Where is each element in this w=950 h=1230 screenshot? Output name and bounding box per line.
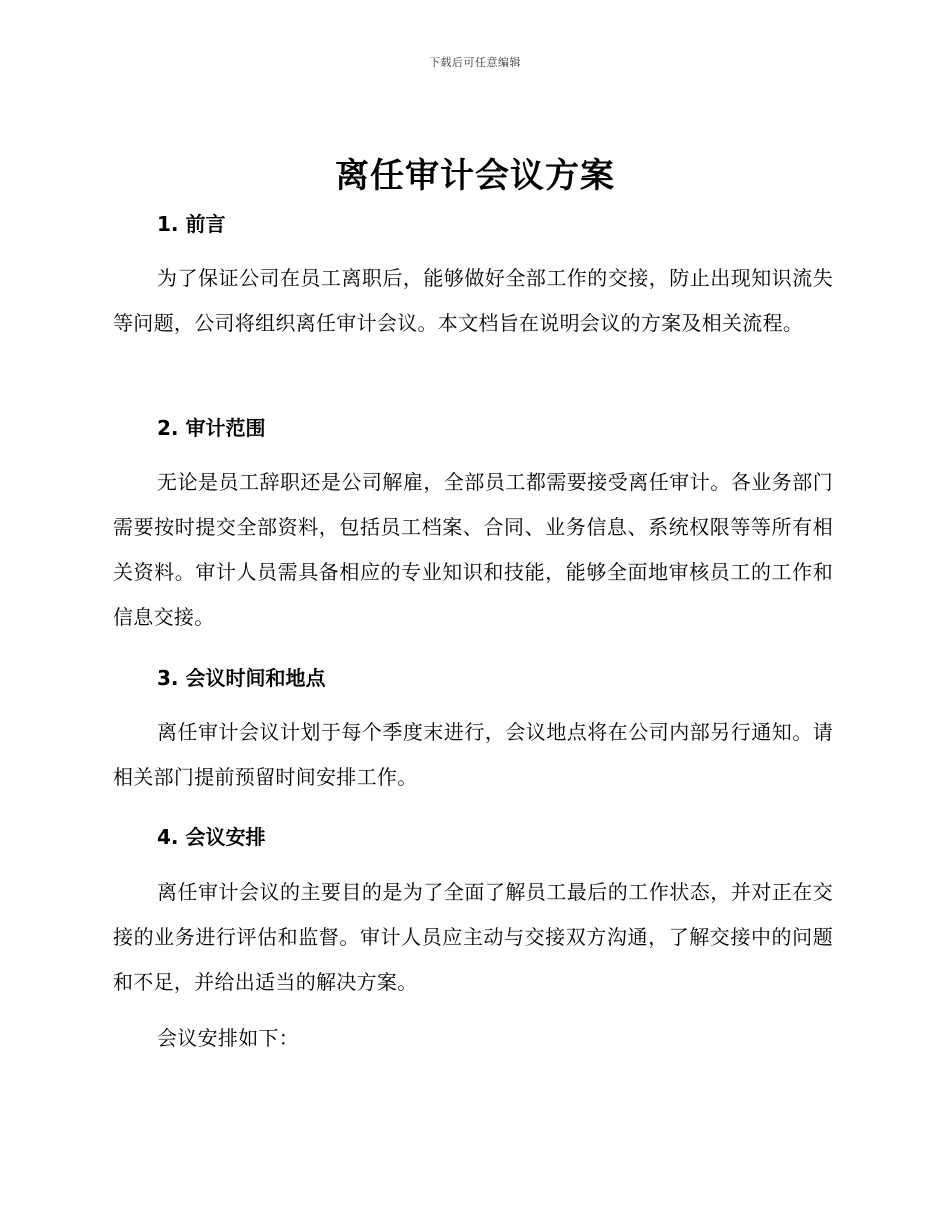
section-paragraph-preface: 为了保证公司在员工离职后，能够做好全部工作的交接，防止出现知识流失等问题，公司将组织离任审计会议。本文档旨在说明会议的方案及相关流程。 bbox=[113, 266, 833, 335]
section-heading-meeting-arrangement: 4. 会议安排 bbox=[157, 825, 266, 849]
section-paragraph-arrangement-intro: 会议安排如下： bbox=[157, 1026, 300, 1050]
document-title: 离任审计会议方案 bbox=[335, 156, 615, 196]
section-paragraph-time-location: 离任审计会议计划于每个季度末进行，会议地点将在公司内部另行通知。请相关部门提前预留时间安排工作。 bbox=[113, 720, 833, 789]
section-paragraph-audit-scope: 无论是员工辞职还是公司解雇，全部员工都需要接受离任审计。各业务部门需要按时提交全部资料，包括员工档案、合同、业务信息、系统权限等等所有相关资料。审计人员需具备相应的专业知识和技能，能够全面地审核员工的工作和信息交接。 bbox=[113, 470, 833, 629]
section-paragraph-meeting-arrangement: 离任审计会议的主要目的是为了全面了解员工最后的工作状态，并对正在交接的业务进行评估和监督。审计人员应主动与交接双方沟通，了解交接中的问题和不足，并给出适当的解决方案。 bbox=[113, 880, 833, 994]
section-heading-preface: 1. 前言 bbox=[157, 212, 226, 236]
page-header-note: 下载后可任意编辑 bbox=[429, 56, 521, 69]
section-heading-audit-scope: 2. 审计范围 bbox=[157, 416, 266, 440]
section-heading-time-location: 3. 会议时间和地点 bbox=[157, 666, 326, 690]
